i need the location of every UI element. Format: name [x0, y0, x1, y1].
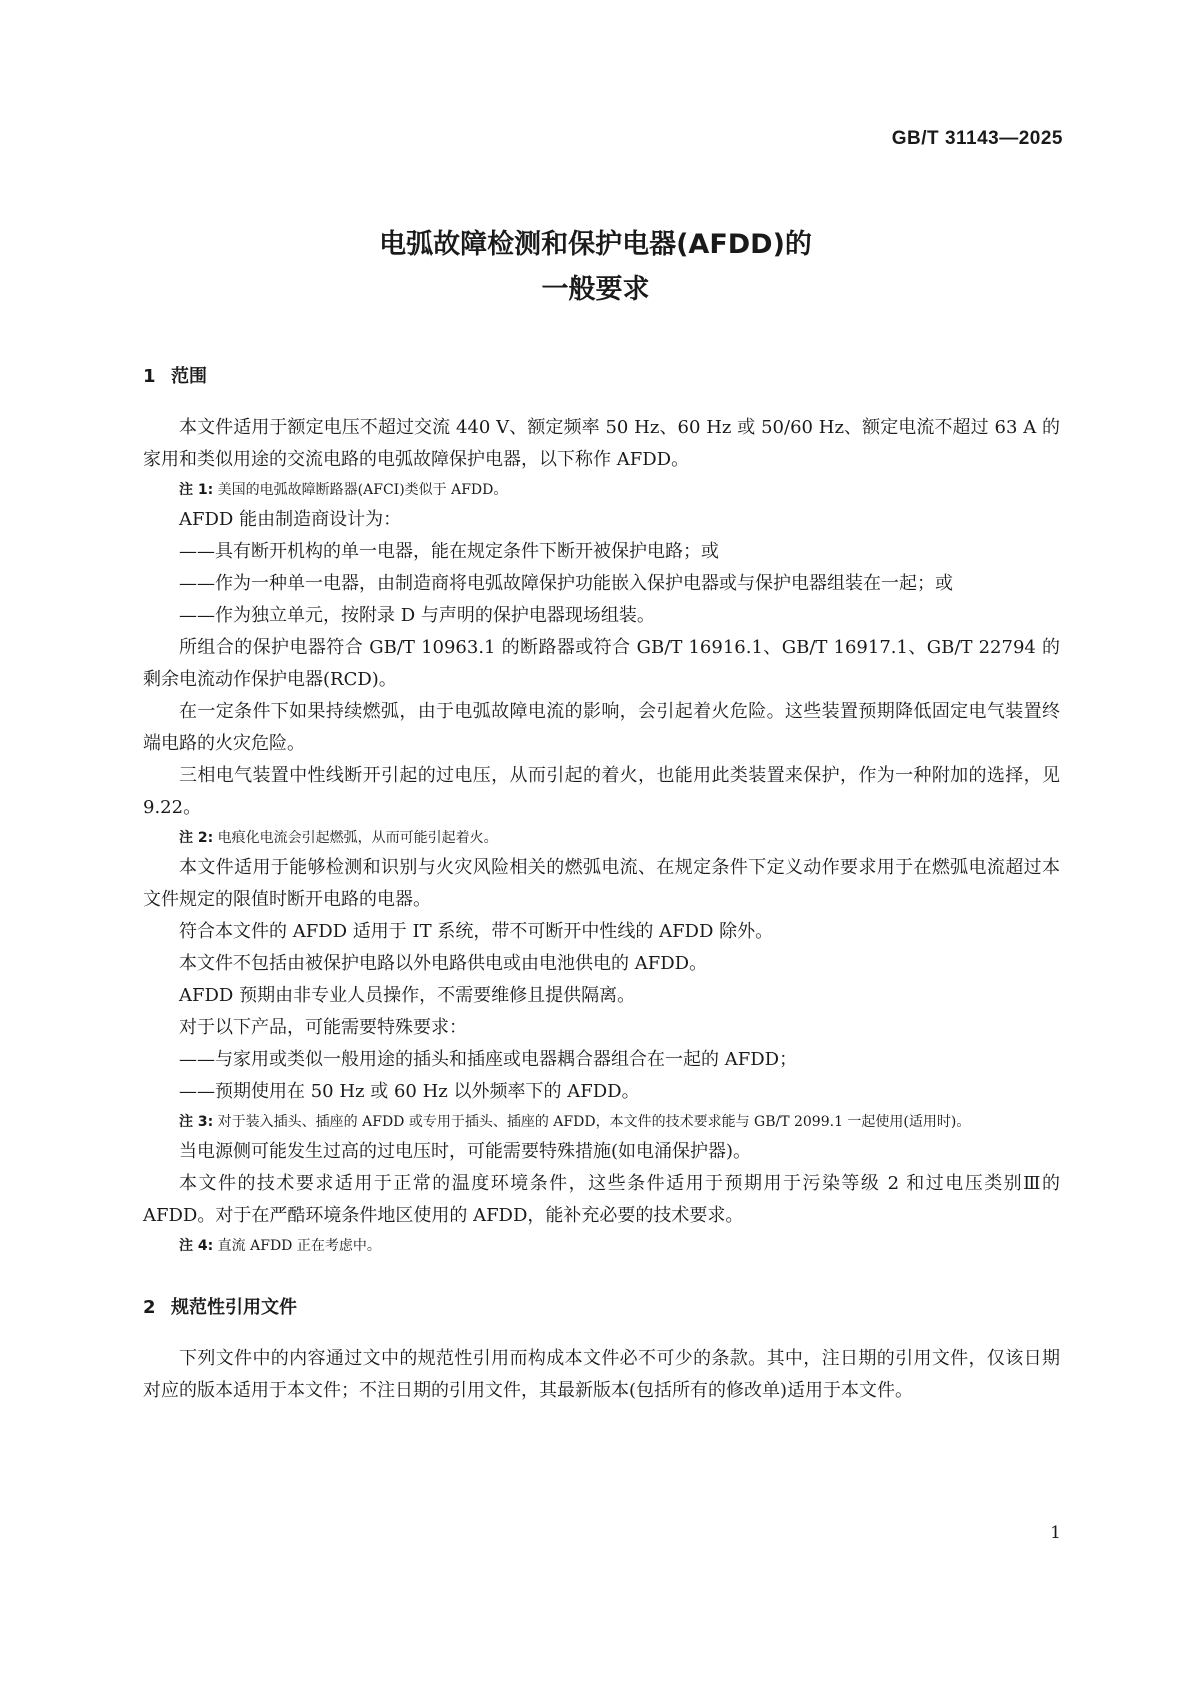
note [143, 476, 1060, 504]
section-1-body [143, 412, 1060, 1260]
list-item: ——作为独立单元，按附录 D 与声明的保护电器现场组装。 [179, 605, 655, 626]
paragraph: 符合本文件的 AFDD 适用于 IT 系统，带不可断开中性线的 AFDD 除外。 [179, 921, 774, 942]
title-line-2: 一般要求 [541, 274, 650, 305]
page-number: 1 [1050, 1523, 1061, 1543]
note [143, 1232, 1060, 1260]
title-line-1: 电弧故障检测和保护电器(AFDD)的 [379, 229, 812, 260]
paragraph: 所组合的保护电器符合 GB/T 10963.1 的断路器或符合 GB/T 16916.1、GB/T 16917.1、GB/T 22794 的剩余电流动作保护电器(RCD)。 [143, 637, 1060, 690]
note [143, 1108, 1060, 1136]
paragraph: AFDD 预期由非专业人员操作，不需要维修且提供隔离。 [179, 985, 636, 1006]
paragraph: 下列文件中的内容通过文中的规范性引用而构成本文件必不可少的条款。其中，注日期的引用文件，仅该日期对应的版本适用于本文件；不注日期的引用文件，其最新版本(包括所有的修改单)适用于本文件。 [143, 1348, 1060, 1401]
section-1-heading [143, 362, 207, 388]
paragraph: 当电源侧可能发生过高的过电压时，可能需要特殊措施(如电涌保护器)。 [179, 1141, 752, 1162]
note-label: 注 1: [179, 482, 214, 498]
list-item: ——预期使用在 50 Hz 或 60 Hz 以外频率下的 AFDD。 [179, 1081, 640, 1102]
section-title: 规范性引用文件 [171, 1297, 297, 1318]
paragraph: 三相电气装置中性线断开引起的过电压，从而引起的着火，也能用此类装置来保护，作为一种附加的选择，见 9.22。 [143, 765, 1060, 818]
note-text: 对于装入插头、插座的 AFDD 或专用于插头、插座的 AFDD，本文件的技术要求能与 GB/T 2099.1 一起使用(适用时)。 [217, 1114, 971, 1130]
paragraph: 对于以下产品，可能需要特殊要求： [179, 1017, 467, 1038]
paragraph: 本文件不包括由被保护电路以外电路供电或由电池供电的 AFDD。 [179, 953, 708, 974]
paragraph: 本文件适用于能够检测和识别与火灾风险相关的燃弧电流、在规定条件下定义动作要求用于在燃弧电流超过本文件规定的限值时断开电路的电器。 [143, 857, 1060, 910]
section-2-heading [143, 1293, 297, 1319]
paragraph: 本文件的技术要求适用于正常的温度环境条件，这些条件适用于预期用于污染等级 2 和过电压类别Ⅲ的 AFDD。对于在严酷环境条件地区使用的 AFDD，能补充必要的技术要求。 [143, 1173, 1060, 1226]
note-label: 注 2: [179, 830, 214, 846]
section-number: 1 [143, 366, 156, 387]
document-code: GB/T 31143—2025 [891, 128, 1063, 149]
list-item: ——作为一种单一电器，由制造商将电弧故障保护功能嵌入保护电器或与保护电器组装在一起；或 [179, 573, 953, 594]
section-2-body [143, 1343, 1060, 1407]
list-item: ——与家用或类似一般用途的插头和插座或电器耦合器组合在一起的 AFDD； [179, 1049, 798, 1070]
section-number: 2 [143, 1297, 156, 1318]
note-text: 美国的电弧故障断路器(AFCI)类似于 AFDD。 [217, 482, 508, 498]
note-text: 电痕化电流会引起燃弧，从而可能引起着火。 [217, 830, 498, 846]
section-title: 范围 [171, 366, 207, 387]
document-title [0, 222, 1191, 312]
note [143, 824, 1060, 852]
paragraph: AFDD 能由制造商设计为： [179, 509, 402, 530]
paragraph: 本文件适用于额定电压不超过交流 440 V、额定频率 50 Hz、60 Hz 或 50/60 Hz、额定电流不超过 63 A 的家用和类似用途的交流电路的电弧故障保护电器，以下称作 AFDD。 [143, 417, 1060, 470]
note-label: 注 3: [179, 1114, 214, 1130]
note-text: 直流 AFDD 正在考虑中。 [217, 1238, 381, 1254]
paragraph: 在一定条件下如果持续燃弧，由于电弧故障电流的影响，会引起着火危险。这些装置预期降低固定电气装置终端电路的火灾危险。 [143, 701, 1060, 754]
list-item: ——具有断开机构的单一电器，能在规定条件下断开被保护电路；或 [179, 541, 719, 562]
note-label: 注 4: [179, 1238, 214, 1254]
